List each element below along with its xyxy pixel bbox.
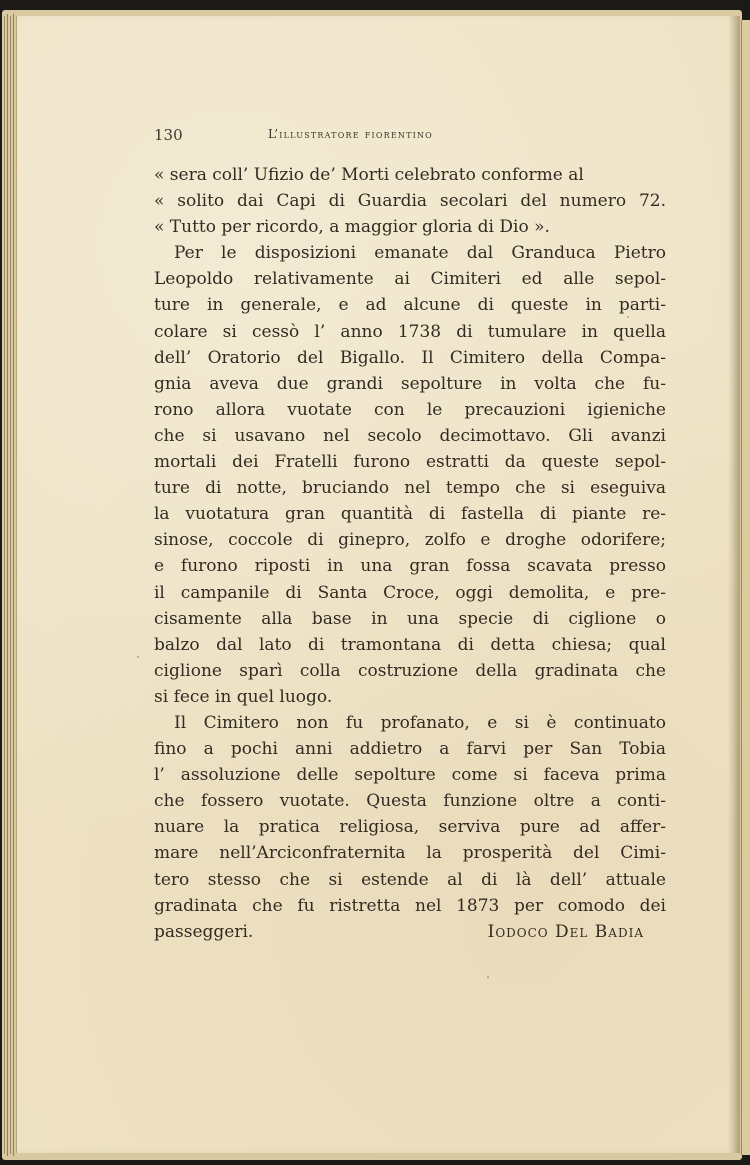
text-line: che si usavano nel secolo decimottavo. Gli avanzi [154,425,666,446]
closing-line [154,919,666,945]
text-line: « solito dai Capi di Guardia secolari del numero 72. [154,191,666,212]
page-gutter-shadow [728,16,740,1153]
text-line: Leopoldo relativamente ai Cimiteri ed alle sepol- [154,269,666,290]
body-text [154,162,666,945]
page-header [154,120,674,144]
text-line: tero stesso che si estende al di là dell’ attuale [154,869,666,890]
paper-speck [137,656,139,658]
text-line: ture in generale, e ad alcune di queste in parti- [154,295,666,316]
text-line: « Tutto per ricordo, a maggior gloria di Dio ». [154,217,550,238]
text-line: che fossero vuotate. Questa funzione oltre a conti- [154,791,666,812]
text-line: « sera coll’ Ufizio de’ Morti celebrato conforme al [154,165,584,185]
text-line: rono allora vuotate con le precauzioni igieniche [154,399,666,420]
text-line: colare si cessò l’ anno 1738 di tumulare in quella [154,321,666,342]
paragraph-start-line: Il Cimitero non fu profanato, e si è continuato [174,712,666,733]
text-line: ture di notte, bruciando nel tempo che si eseguiva [154,478,666,499]
text-line: nuare la pratica religiosa, serviva pure ad affer- [154,817,666,838]
page-number: 130 [154,126,183,144]
text-line: la vuotatura gran quantità di fastella di piante re- [154,504,666,525]
text-line: il campanile di Santa Croce, oggi demolita, e pre- [154,582,666,603]
text-line: cisamente alla base in una specie di ciglione o [154,608,666,629]
text-line: mortali dei Fratelli furono estratti da queste sepol- [154,452,666,473]
text-line: balzo dal lato di tramontana di detta chiesa; qual [154,634,666,655]
page-edge-line [4,16,5,1154]
text-line: si fece in quel luogo. [154,686,333,707]
text-line: dell’ Oratorio del Bigallo. Il Cimitero della Compa- [154,347,666,368]
page-edge-line [10,16,11,1154]
final-text: passeggeri. [154,921,254,942]
text-line: gnia aveva due grandi sepolture in volta che fu- [154,373,666,394]
next-page-edge [741,20,750,1155]
paper-speck [487,976,489,978]
text-line: e furono riposti in una gran fossa scavata presso [154,556,666,577]
author-signature: Iodoco Del Badia [487,921,644,942]
text-line: sinose, coccole di ginepro, zolfo e droghe odorifere; [154,530,666,551]
paragraph-start-line: Per le disposizioni emanate dal Granduca Pietro [174,243,666,264]
text-line: mare nell’Arciconfraternita la prosperità del Cimi- [154,843,666,864]
text-line: fino a pochi anni addietro a farvi per San Tobia [154,739,666,760]
text-line: l’ assoluzione delle sepolture come si faceva prima [154,765,666,786]
running-head: L’illustratore fiorentino [268,127,433,141]
text-line: gradinata che fu ristretta nel 1873 per comodo dei [154,895,666,916]
text-line: ciglione sparì colla costruzione della gradinata che [154,660,666,681]
